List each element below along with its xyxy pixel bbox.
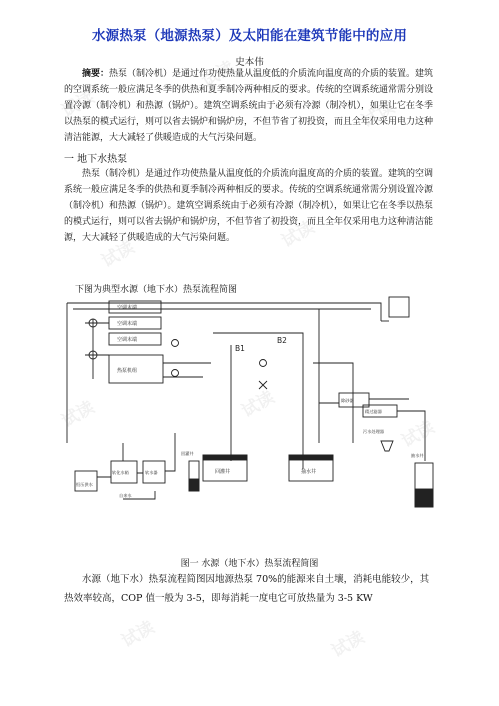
make-up-water-pipes bbox=[97, 433, 175, 499]
figure-caption: 图一 水源（地下水）热泵流程简图 bbox=[180, 559, 319, 569]
terminal-unit-1-label: 空调末端 bbox=[117, 305, 138, 311]
sewage-treatment-label: 污水处理器 bbox=[363, 429, 384, 434]
watermark: 试读 bbox=[238, 387, 278, 422]
doc-title: 水源热泵（地源热泵）及太阳能在建筑节能中的应用 bbox=[91, 28, 408, 44]
recharge-tank-cap bbox=[203, 455, 247, 460]
constant-pressure-label: 恒压供水 bbox=[76, 482, 93, 487]
pumping-well-label: 抽水井 bbox=[411, 453, 424, 458]
top-right-tank bbox=[389, 297, 409, 317]
section-paragraph: 热泵（制冷机）是通过作功使热量从温度低的介质流向温度高的介质的装置。建筑的空调系统一般应满足冬季的供热和夏季制冷两种相反的要求。传统的空调系统通常需分别设置冷源（制冷机）和热源（锅炉）。建筑空调系统由于必须有冷源（制冷机），如果让它在冬季以热泵的模式运行，则可以省去锅炉和锅炉房，不但节省了初投资，而且全年仅采用电力这种清洁能源，大大减轻了供暖造成的大气污染问题。 bbox=[64, 169, 434, 243]
tap-water-label: 自来水 bbox=[119, 493, 132, 498]
valve-b2 bbox=[260, 360, 267, 367]
circulating-pump-4 bbox=[172, 370, 179, 377]
closing-paragraph: 水源（地下水）热泵流程简图因地源热泵 70%的能源来自土壤，消耗电能较少，其热效率较高，COP 值一般为 3-5，即每消耗一度电它可放热量为 3-5 KW bbox=[64, 574, 430, 604]
recharge-tank-label: 回灌井 bbox=[215, 469, 231, 475]
pumping-well-water bbox=[415, 489, 433, 507]
watermark: 试读 bbox=[398, 417, 438, 452]
circulating-pump-3 bbox=[172, 340, 179, 347]
watermark: 试读 bbox=[58, 87, 98, 122]
abstract-label: 摘要： bbox=[82, 69, 110, 79]
well-branch-pipes bbox=[213, 309, 353, 469]
constant-pressure-supply bbox=[75, 471, 97, 491]
figure-intro: 下图为典型水源（地下水）热泵流程简图 bbox=[75, 285, 238, 295]
watermark: 试读 bbox=[198, 57, 238, 92]
pumping-tank-label: 抽水井 bbox=[301, 469, 317, 475]
watermark: 试读 bbox=[98, 237, 138, 272]
unit-connecting-pipes bbox=[85, 319, 211, 379]
side-well-label: 回灌井 bbox=[181, 451, 194, 456]
valve-b2-label: B2 bbox=[277, 336, 287, 345]
side-well-water bbox=[189, 479, 199, 491]
softened-tank-label: 软化水箱 bbox=[112, 470, 129, 475]
abstract-text: 热泵（制冷机）是通过作功使热量从温度低的介质流向温度高的介质的装置。建筑的空调系统一般应满足冬季的供热和夏季制冷两种相反的要求。传统的空调系统通常需分别设置冷源（制冷机）和热源（锅炉）。建筑空调系统由于必须有冷源（制冷机），如果让它在冬季以热泵的模式运行，则可以省去锅炉和锅炉房，不但节省了初投资，而且全年仅采用电力这种清洁能源，大大减轻了供暖造成的大气污染问题。 bbox=[64, 69, 434, 143]
watermark: 试读 bbox=[358, 97, 398, 132]
terminal-unit-3-label: 空调末端 bbox=[117, 337, 138, 343]
pumping-tank-cap bbox=[289, 455, 333, 460]
fine-filter-label: 精过滤器 bbox=[365, 409, 382, 414]
sewage-hopper bbox=[381, 441, 393, 451]
top-loop-pipe bbox=[67, 303, 381, 321]
sand-remover-label: 除砂器 bbox=[341, 398, 354, 403]
doc-author: 史本伟 bbox=[235, 57, 264, 68]
watermark: 试读 bbox=[58, 397, 98, 432]
heat-pump-unit-label: 热泵机组 bbox=[117, 368, 138, 374]
watermark: 试读 bbox=[118, 617, 158, 652]
valve-b1-label: B1 bbox=[235, 344, 245, 353]
watermark: 试读 bbox=[278, 217, 318, 252]
watermark: 试读 bbox=[328, 627, 368, 662]
terminal-unit-2-label: 空调末端 bbox=[117, 321, 138, 327]
section-heading: 一 地下水热泵 bbox=[64, 154, 128, 165]
softener-label: 软水器 bbox=[145, 470, 158, 475]
